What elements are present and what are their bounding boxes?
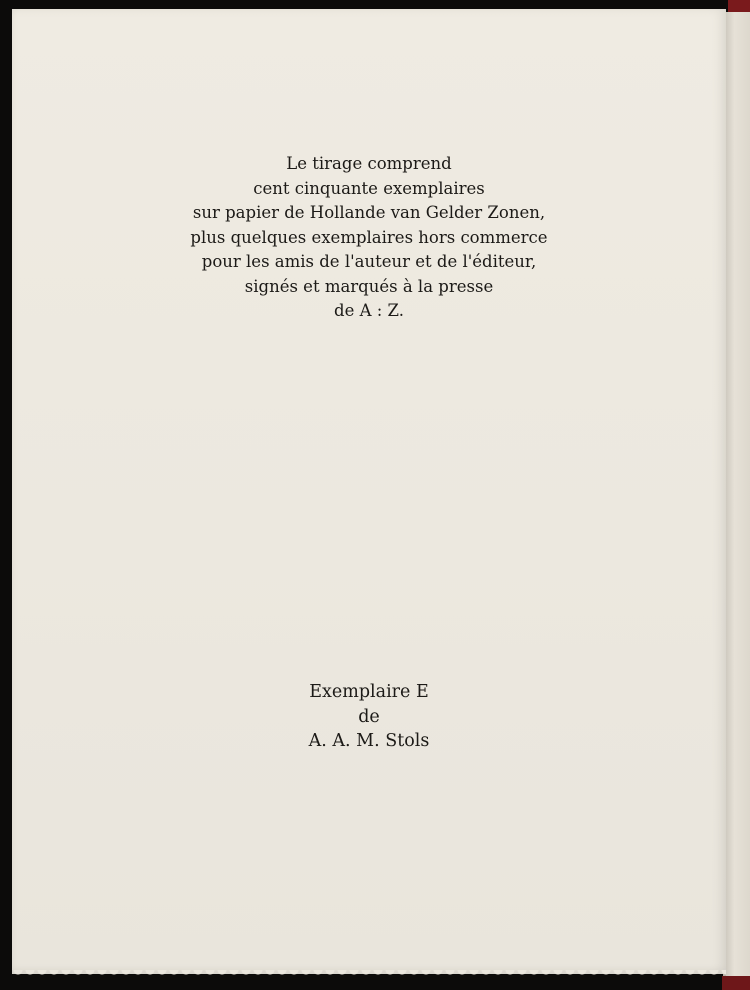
adjacent-page-edge <box>726 12 750 982</box>
book-cover-bottom-corner <box>722 976 750 990</box>
colophon-line: pour les amis de l'auteur et de l'éditeur, <box>201 252 537 271</box>
copy-number-note <box>12 680 726 754</box>
copy-note-line: de <box>358 706 380 727</box>
colophon-line: plus quelques exemplaires hors commerce <box>190 227 548 247</box>
colophon-line: cent cinquante exemplaires <box>253 178 485 198</box>
colophon-line: Le tirage comprend <box>286 154 452 173</box>
colophon-text <box>12 152 726 324</box>
colophon-line: sur papier de Hollande van Gelder Zonen, <box>192 203 546 222</box>
colophon-line: de A : Z. <box>334 301 404 320</box>
copy-note-line: Exemplaire E <box>309 682 429 702</box>
copy-note-line: A. A. M. Stols <box>308 731 430 751</box>
colophon-line: signés et marqués à la presse <box>244 276 494 296</box>
